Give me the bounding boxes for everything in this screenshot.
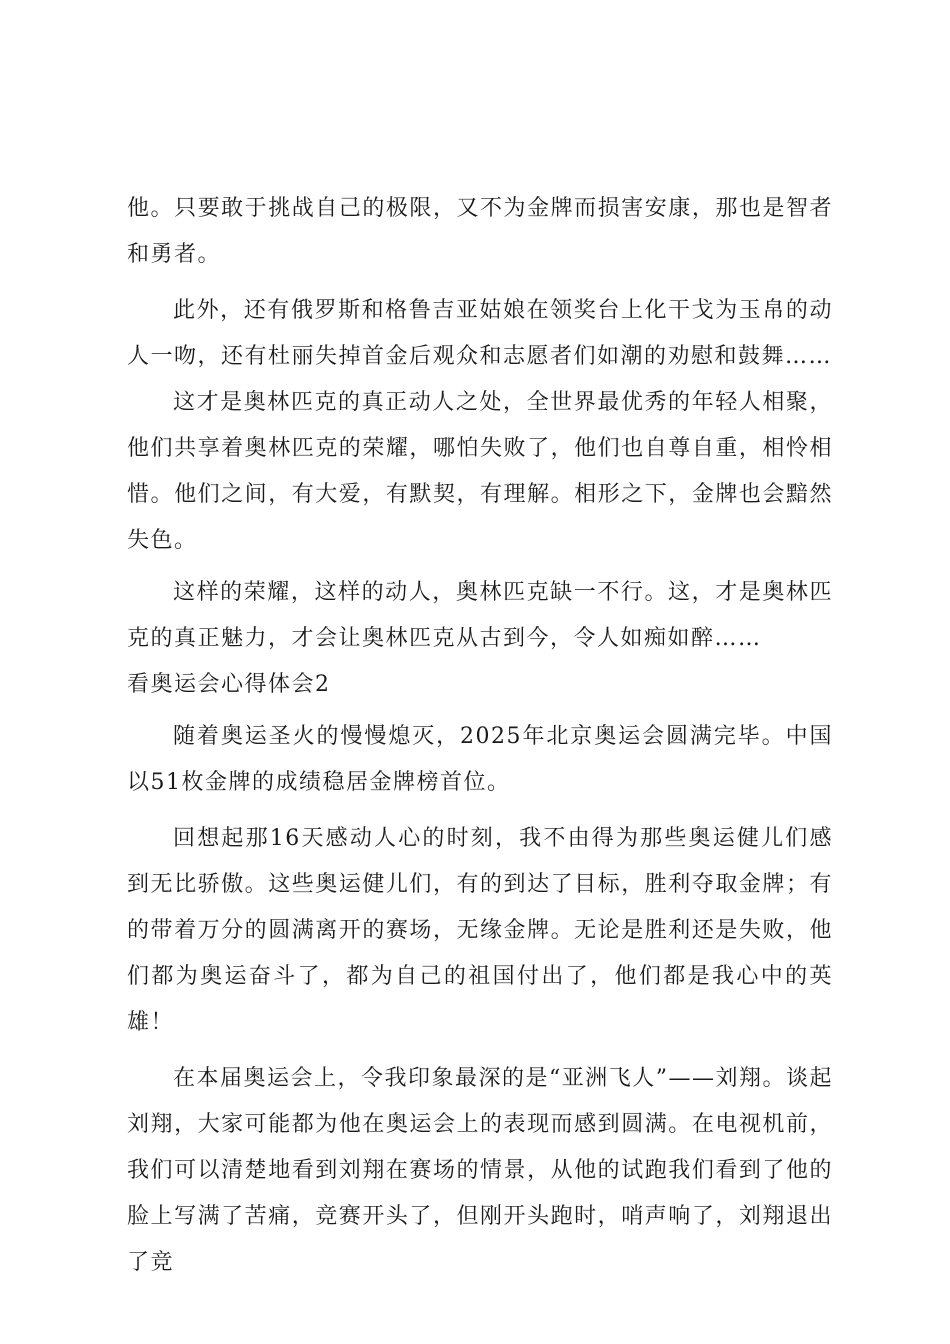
paragraph: 这才是奥林匹克的真正动人之处，全世界最优秀的年轻人相聚，他们共享着奥林匹克的荣耀，哪怕失败了，他们也自尊自重，相怜相惜。他们之间，有大爱，有默契，有理解。相形之下，金牌也会黯然失色。: [127, 390, 833, 553]
document-body: [127, 186, 833, 1286]
paragraph: 此外，还有俄罗斯和格鲁吉亚姑娘在领奖台上化干戈为玉帛的动人一吻，还有杜丽失掉首金后观众和志愿者们如潮的劝慰和鼓舞……: [127, 298, 833, 369]
paragraph-continued: 他。只要敢于挑战自己的极限，又不为金牌而损害安康，那也是智者和勇者。: [127, 196, 833, 267]
paragraph: 在本届奥运会上，令我印象最深的是“亚洲飞人”——刘翔。谈起刘翔，大家可能都为他在奥运会上的表现而感到圆满。在电视机前，我们可以清楚地看到刘翔在赛场的情景，从他的试跑我们看到了他的脸上写满了苦痛，竞赛开头了，但刚开头跑时，哨声响了，刘翔退出了竞: [127, 1066, 833, 1275]
paragraph: 回想起那16天感动人心的时刻，我不由得为那些奥运健儿们感到无比骄傲。这些奥运健儿们，有的到达了目标，胜利夺取金牌；有的带着万分的圆满离开的赛场，无缘金牌。无论是胜利还是失败，他们都为奥运奋斗了，都为自己的祖国付出了，他们都是我心中的英雄！: [127, 826, 833, 1035]
paragraph: 这样的荣耀，这样的动人，奥林匹克缺一不行。这，才是奥林匹克的真正魅力，才会让奥林匹克从古到今，令人如痴如醉……: [127, 580, 833, 651]
section-heading: 看奥运会心得体会2: [127, 672, 331, 697]
paragraph: 随着奥运圣火的慢慢熄灭，2025年北京奥运会圆满完毕。中国以51枚金牌的成绩稳居金牌榜首位。: [127, 724, 833, 795]
